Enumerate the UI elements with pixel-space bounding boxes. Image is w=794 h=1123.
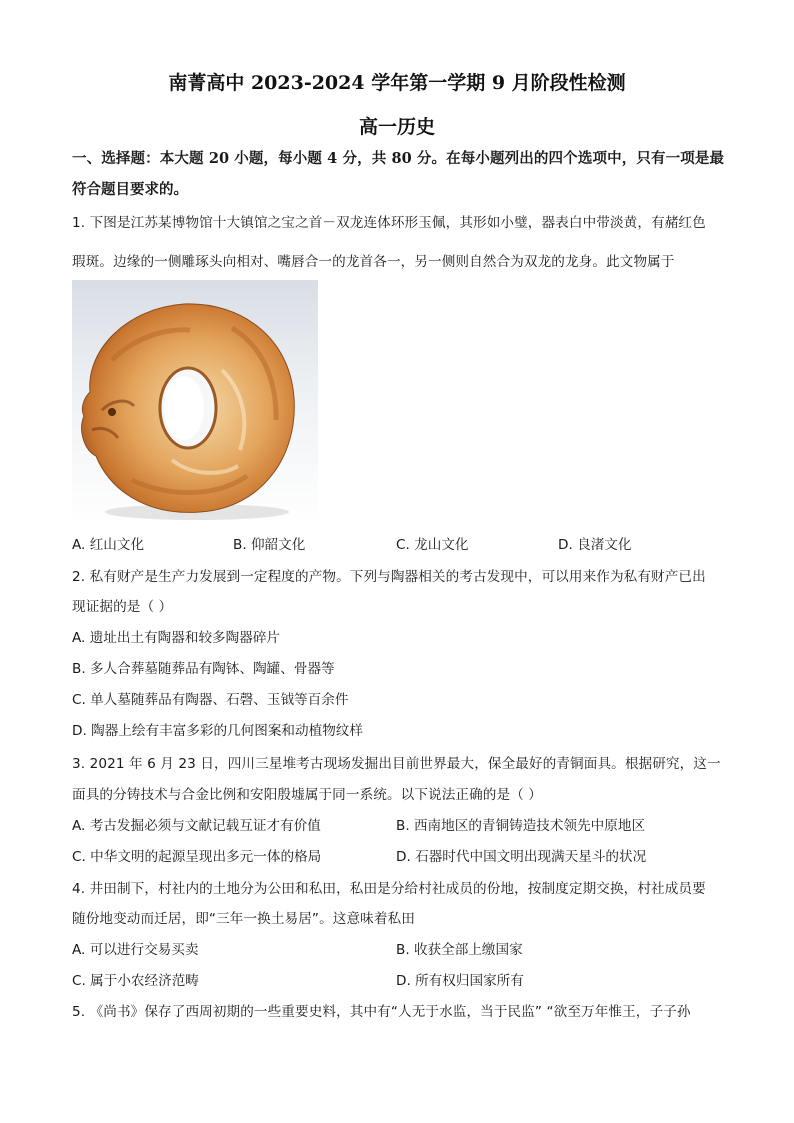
question-3-option-c[interactable]: C. 中华文明的起源呈现出多元一体的格局 — [72, 849, 322, 865]
question-3-stem-line-1: 3. 2021 年 6 月 23 日，四川三星堆考古现场发掘出目前世界最大，保全最好的青铜面具。根据研究，这一 — [72, 756, 721, 772]
question-4-option-b[interactable]: B. 收获全部上缴国家 — [396, 942, 523, 958]
question-1-option-a[interactable]: A. 红山文化 — [72, 537, 145, 553]
exam-subject: 高一历史 — [358, 116, 435, 138]
question-5-stem-line-1: 5. 《尚书》保存了西周初期的一些重要史料，其中有“人无于水监，当于民监” “欲至万年惟王，子子孙 — [72, 1004, 691, 1020]
question-4-option-d[interactable]: D. 所有权归国家所有 — [396, 973, 524, 989]
question-1-option-c[interactable]: C. 龙山文化 — [396, 537, 469, 553]
question-1-option-b[interactable]: B. 仰韶文化 — [233, 537, 306, 553]
question-4-stem-line-1: 4. 井田制下，村社内的土地分为公田和私田，私田是分给村社成员的份地，按制度定期交换，村社成员要 — [72, 881, 706, 897]
exam-title: 南菁高中 2023-2024 学年第一学期 9 月阶段性检测 — [168, 72, 626, 94]
question-4-stem-line-2: 随份地变动而迁居，即“三年一换土易居”。这意味着私田 — [72, 911, 415, 927]
question-2-option-d[interactable]: D. 陶器上绘有丰富多彩的几何图案和动植物纹样 — [72, 723, 363, 739]
question-3-stem-line-2: 面具的分铸技术与合金比例和安阳殷墟属于同一系统。以下说法正确的是（ ） — [72, 787, 543, 803]
question-3-option-b[interactable]: B. 西南地区的青铜铸造技术领先中原地区 — [396, 818, 646, 834]
question-2-option-c[interactable]: C. 单人墓随葬品有陶器、石磬、玉钺等百余件 — [72, 692, 349, 708]
question-4-option-c[interactable]: C. 属于小农经济范畴 — [72, 973, 199, 989]
question-1-stem-line-2: 瑕斑。边缘的一侧雕琢头向相对、嘴唇合一的龙首各一，另一侧则自然合为双龙的龙身。此文物属于 — [72, 254, 675, 270]
question-1-stem-line-1: 1. 下图是江苏某博物馆十大镇馆之宝之首－双龙连体环形玉佩，其形如小璧，器表白中带淡黄，有赭红色 — [72, 215, 706, 231]
question-2-stem-line-1: 2. 私有财产是生产力发展到一定程度的产物。下列与陶器相关的考古发现中，可以用来作为私有财产已出 — [72, 569, 706, 585]
jade-dragon-ring-image — [72, 280, 318, 526]
question-2-option-a[interactable]: A. 遗址出土有陶器和较多陶器碎片 — [72, 630, 281, 646]
question-3-option-a[interactable]: A. 考古发掘必须与文献记载互证才有价值 — [72, 818, 321, 834]
question-2-stem-line-2: 现证据的是（ ） — [72, 599, 173, 615]
question-3-option-d[interactable]: D. 石器时代中国文明出现满天星斗的状况 — [396, 849, 647, 865]
section-heading: 一、选择题：本大题 20 小题，每小题 4 分，共 80 分。在每小题列出的四个选项中，只有一项是最符合题目要求的。 — [72, 150, 724, 198]
question-2-option-b[interactable]: B. 多人合葬墓随葬品有陶钵、陶罐、骨器等 — [72, 661, 335, 677]
question-1-option-d[interactable]: D. 良渚文化 — [558, 537, 632, 553]
question-4-option-a[interactable]: A. 可以进行交易买卖 — [72, 942, 199, 958]
